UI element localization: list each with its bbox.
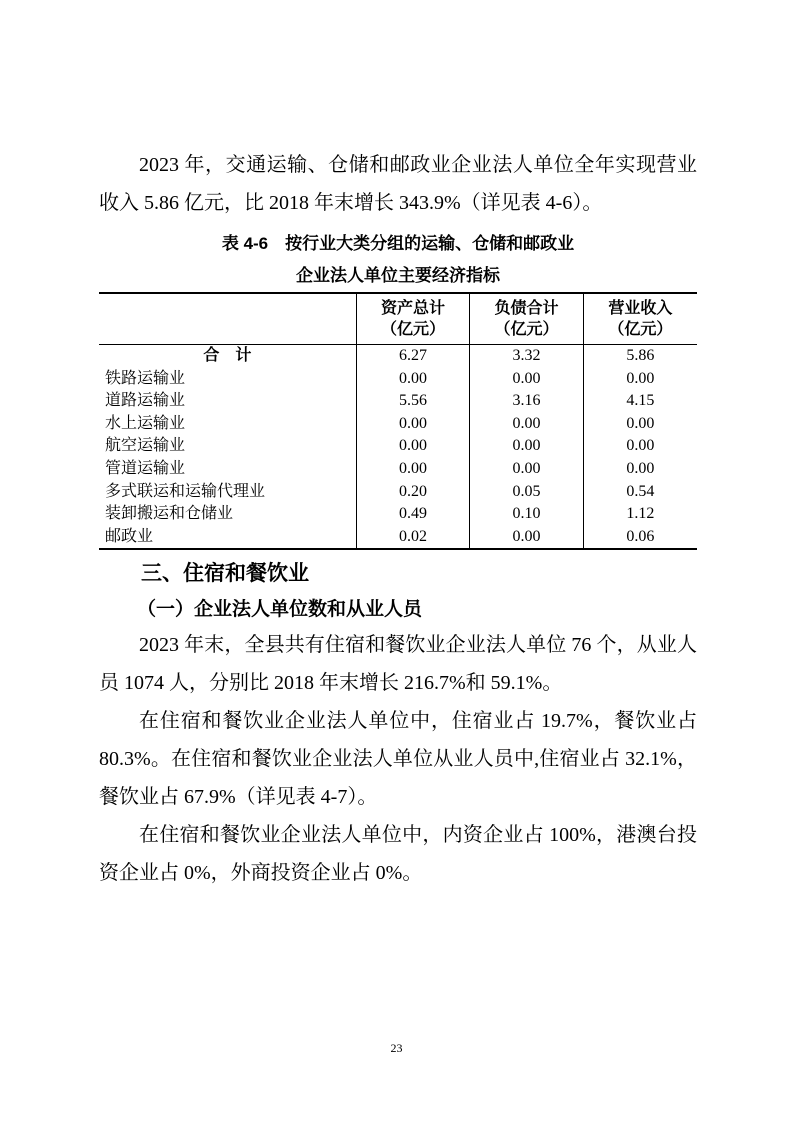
cell-value: 0.00 [583, 368, 697, 391]
table-row-loading-storage [99, 503, 697, 526]
header-revenue [583, 293, 697, 345]
row-label: 水上运输业 [105, 414, 186, 432]
cell-value: 0.00 [470, 435, 584, 458]
cell-value: 0.02 [356, 526, 470, 550]
cell-value: 0.00 [470, 368, 584, 391]
paragraph-ownership-share: 在住宿和餐饮业企业法人单位中，内资企业占 100%，港澳台投资企业占 0%，外商投资企业占 0%。 [99, 824, 697, 885]
table-row-air [99, 435, 697, 458]
cell-value: 1.12 [583, 503, 697, 526]
header-empty-cell [99, 293, 356, 345]
row-label: 管道运输业 [105, 459, 186, 477]
table-row-water [99, 413, 697, 436]
table-row-pipeline [99, 458, 697, 481]
row-label: 邮政业 [105, 527, 154, 545]
cell-value: 5.56 [356, 390, 470, 413]
cell-value: 0.00 [470, 526, 584, 550]
cell-value: 0.20 [356, 481, 470, 504]
table-title-line1: 表 4-6 按行业大类分组的运输、仓储和邮政业 [221, 234, 575, 253]
table-title [99, 228, 697, 292]
cell-value: 0.00 [583, 458, 697, 481]
cell-value: 0.00 [470, 413, 584, 436]
cell-value: 6.27 [356, 345, 470, 368]
header-total-liabilities [470, 293, 584, 345]
row-label: 航空运输业 [105, 437, 186, 455]
cell-value: 0.54 [583, 481, 697, 504]
table-header-row [99, 293, 697, 345]
header-total-liabilities-unit: （亿元） [494, 321, 559, 338]
paragraph-units-employees: 2023 年末，全县共有住宿和餐饮业企业法人单位 76 个，从业人员 1074 人，分别比 2018 年末增长 216.7%和 59.1%。 [99, 634, 697, 695]
cell-value: 0.00 [583, 435, 697, 458]
table-row-road [99, 390, 697, 413]
section-paragraphs [99, 626, 697, 892]
cell-value: 0.00 [470, 458, 584, 481]
header-total-assets [356, 293, 470, 345]
cell-value: 5.86 [583, 345, 697, 368]
row-label: 多式联运和运输代理业 [105, 482, 266, 500]
table-row-railway [99, 368, 697, 391]
row-label: 铁路运输业 [105, 369, 186, 387]
row-label: 道路运输业 [105, 392, 186, 410]
header-total-liabilities-name: 负债合计 [494, 300, 559, 317]
cell-value: 0.49 [356, 503, 470, 526]
section-heading: 三、住宿和餐饮业 [141, 562, 309, 586]
cell-value: 0.00 [356, 435, 470, 458]
header-revenue-unit: （亿元） [608, 321, 673, 338]
cell-value: 0.05 [470, 481, 584, 504]
header-total-assets-unit: （亿元） [380, 321, 445, 338]
header-revenue-name: 营业收入 [608, 300, 673, 317]
page-number: 23 [390, 1041, 403, 1055]
table-row-postal [99, 526, 697, 550]
cell-value: 0.00 [356, 413, 470, 436]
cell-value: 0.00 [583, 413, 697, 436]
table-title-line2: 企业法人单位主要经济指标 [296, 266, 500, 285]
intro-paragraph: 2023 年，交通运输、仓储和邮政业企业法人单位全年实现营业收入 5.86 亿元，比 2018 年末增长 343.9%（详见表 4-6）。 [99, 154, 697, 214]
cell-value: 0.00 [356, 458, 470, 481]
cell-value: 0.06 [583, 526, 697, 550]
cell-value: 4.15 [583, 390, 697, 413]
cell-value: 0.00 [356, 368, 470, 391]
table-4-6 [99, 292, 697, 550]
paragraph-industry-share: 在住宿和餐饮业企业法人单位中，住宿业占 19.7%，餐饮业占 80.3%。在住宿和餐饮业企业法人单位从业人员中,住宿业占 32.1%，餐饮业占 67.9%（详见表 4-7）。 [99, 710, 697, 809]
cell-value: 0.10 [470, 503, 584, 526]
cell-value: 3.16 [470, 390, 584, 413]
header-total-assets-name: 资产总计 [380, 300, 445, 317]
row-label: 合 计 [203, 347, 252, 364]
sub-heading: （一）企业法人单位数和从业人员 [137, 599, 423, 621]
cell-value: 3.32 [470, 345, 584, 368]
row-label: 装卸搬运和仓储业 [105, 505, 234, 523]
table-row-total [99, 345, 697, 368]
table-row-multimodal [99, 481, 697, 504]
